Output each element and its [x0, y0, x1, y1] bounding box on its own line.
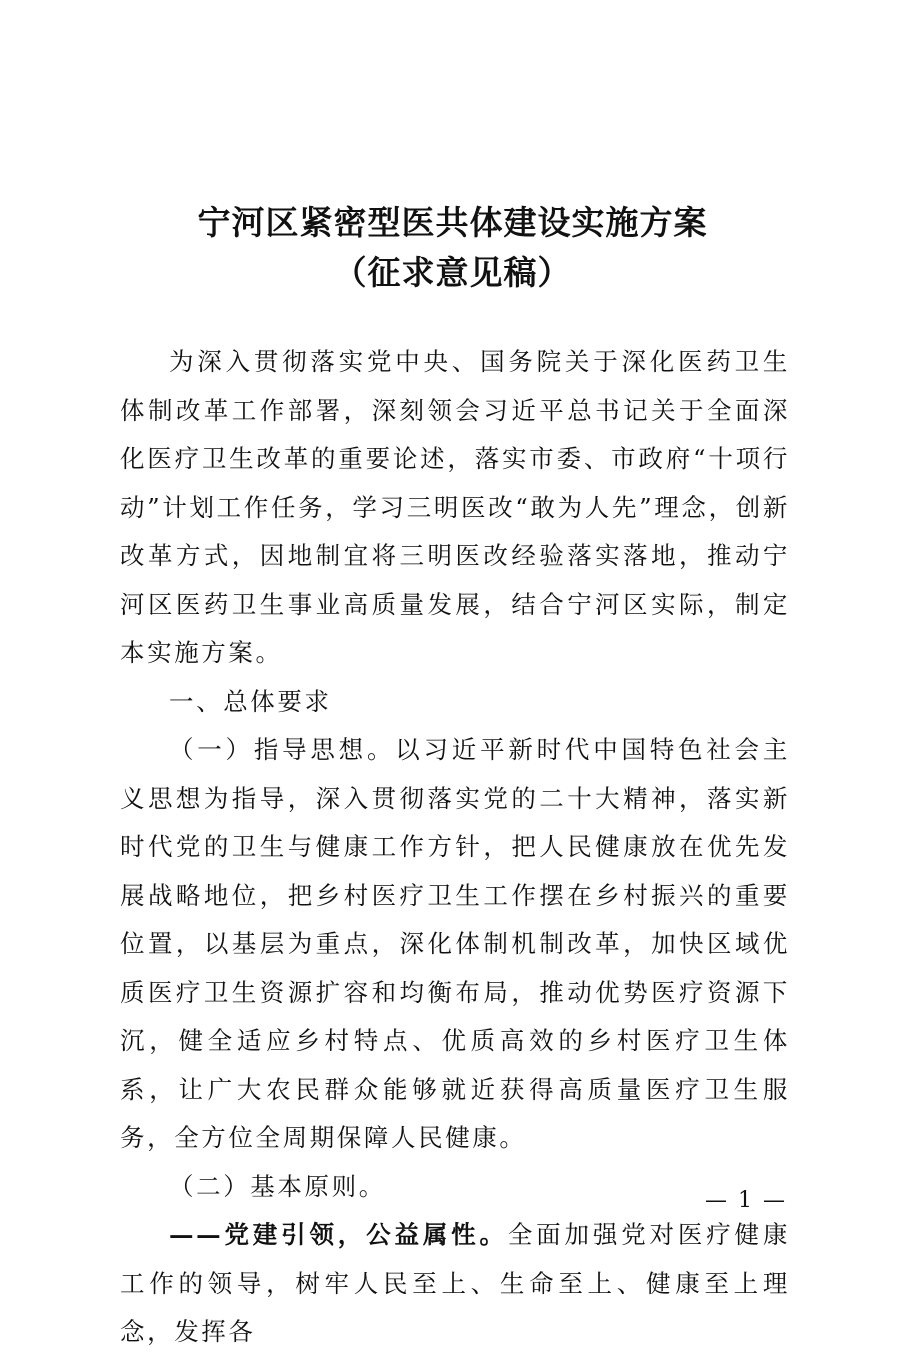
- principle-paragraph: [120, 1211, 790, 1357]
- guiding-ideology-text: 以习近平新时代中国特色社会主义思想为指导，深入贯彻落实党的二十大精神，落实新时代党的卫生与健康工作方针，把人民健康放在优先发展战略地位，把乡村医疗卫生工作摆在乡村振兴的重要位置，以基层为重点，深化体制机制改革，加快区域优质医疗卫生资源扩容和均衡布局，推动优势医疗资源下沉，健全适应乡村特点、优质高效的乡村医疗卫生体系，让广大农民群众能够就近获得高质量医疗卫生服务，全方位全周期保障人民健康。: [120, 735, 790, 1152]
- principle-text: 全面加强党对医疗健康工作的领导，树牢人民至上、生命至上、健康至上理念，发挥各: [120, 1220, 791, 1346]
- document-body: [120, 338, 790, 1357]
- document-subtitle: （征求意见稿）: [333, 253, 572, 292]
- guiding-ideology-paragraph: [120, 726, 790, 1163]
- document-title: 宁河区紧密型医共体建设实施方案: [197, 203, 708, 242]
- basic-principles-heading: （二）基本原则。: [169, 1171, 386, 1201]
- page-number: — 1 —: [705, 1188, 787, 1213]
- guiding-ideology-label: （一）指导思想。: [169, 735, 396, 764]
- principle-label: ——党建引领，公益属性。: [169, 1220, 508, 1249]
- section-heading-general-requirements: 一、总体要求: [169, 686, 332, 716]
- intro-paragraph: 为深入贯彻落实党中央、国务院关于深化医药卫生体制改革工作部署，深刻领会习近平总书记关于全面深化医疗卫生改革的重要论述，落实市委、市政府“十项行动”计划工作任务，学习三明医改“敢为人先”理念，创新改革方式，因地制宜将三明医改经验落实落地，推动宁河区医药卫生事业高质量发展，结合宁河区实际，制定本实施方案。: [120, 347, 790, 667]
